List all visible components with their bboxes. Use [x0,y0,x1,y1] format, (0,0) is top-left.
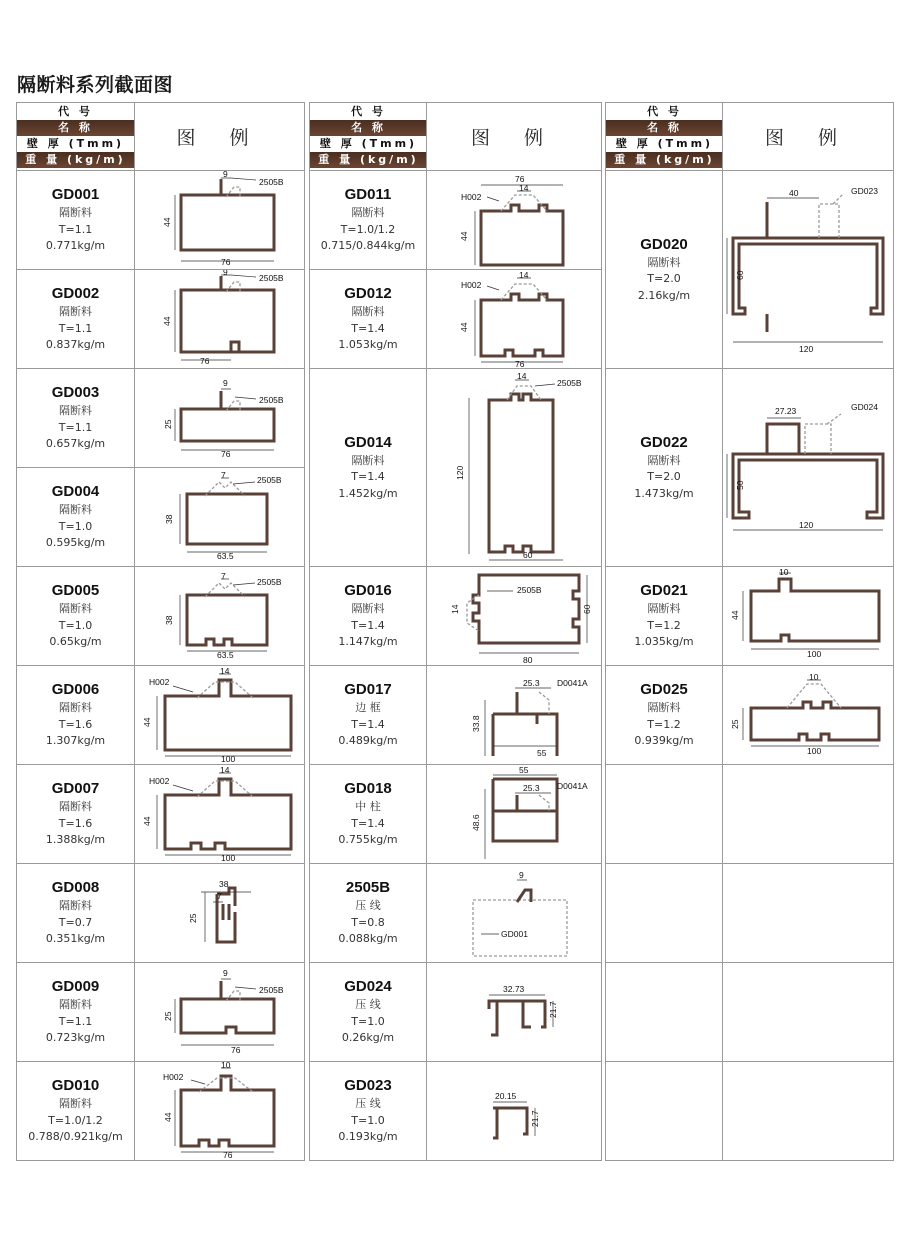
profile-drawing [135,864,305,963]
dim-label: 80 [523,655,533,665]
header-label-name: 名 称 [310,120,427,136]
profile-name: 隔断料 [59,602,92,616]
empty-cell [606,1062,723,1161]
empty-row [606,864,894,963]
profile-drawing [135,666,305,765]
table-row [17,369,305,468]
profile-weight: 0.489kg/m [338,734,398,748]
dim-label: 38 [164,615,174,625]
profile-drawing [135,468,305,567]
dim-label: 14 [220,666,230,676]
header-legend: 图 例 [723,103,894,171]
profile-name: 隔断料 [59,899,92,913]
profile-code: GD012 [344,285,392,303]
profile-code: GD005 [51,582,100,600]
profile-drawing [427,963,602,1062]
profile-info [310,963,427,1062]
profile-code: GD008 [51,879,100,897]
profile-code: GD025 [640,681,688,699]
table-row [310,369,602,567]
empty-cell [606,765,723,864]
header-label-thickness: 壁 厚 (Tmm) [310,136,427,152]
dim-label: H002 [149,677,170,687]
profile-drawing [427,567,602,666]
profile-thickness: T=1.2 [647,618,681,632]
dim-label: 25.3 [523,783,540,793]
profile-code: GD004 [51,483,100,501]
profile-info [17,369,135,468]
profile-name: 中 柱 [355,800,381,814]
dim-label: 21.7 [548,1001,558,1018]
dim-label: 2505B [259,273,284,283]
dim-label: 10 [779,567,789,577]
column-3 [605,102,894,1161]
dim-label: 60 [582,604,592,614]
table-row [606,567,894,666]
profile-name: 隔断料 [647,602,681,616]
dim-label: 44 [142,816,152,826]
dim-label: 60 [735,270,745,280]
dim-label: 14 [519,183,529,193]
column-1 [16,102,305,1161]
header-legend: 图 例 [427,103,602,171]
dim-label: 100 [221,853,236,863]
profile-name: 隔断料 [59,206,92,220]
dim-label: 7 [221,571,226,581]
table-row [310,1062,602,1161]
empty-cell [723,963,894,1062]
dim-label: 120 [799,343,814,354]
profile-thickness: T=1.4 [351,321,385,335]
dim-label: H002 [149,776,170,786]
profile-name: 隔断料 [647,255,681,269]
profile-weight: 0.595kg/m [45,536,106,550]
profile-code: GD007 [51,780,100,798]
profile-drawing [135,567,305,666]
dim-label: 76 [515,174,525,184]
dim-label: 44 [163,1112,173,1122]
profile-info [17,765,135,864]
profile-drawing [135,963,305,1062]
table-row [310,270,602,369]
profile-weight: 1.473kg/m [634,486,694,500]
profile-weight: 0.788/0.921kg/m [28,1130,123,1144]
profile-drawing [427,270,602,369]
dim-label: 100 [807,746,822,756]
dim-label: 60 [523,549,533,560]
dim-label: GD024 [851,401,878,412]
profile-name: 隔断料 [351,453,385,467]
page-title: 隔断料系列截面图 [17,74,174,96]
dim-label: 44 [162,217,172,227]
profile-weight: 1.053kg/m [338,338,398,352]
profile-info [606,666,723,765]
table-row [17,468,305,567]
header-label-code: 代 号 [606,104,723,120]
profile-thickness: T=1.6 [58,816,93,830]
profile-code: GD023 [344,1077,392,1095]
dim-label: 38 [219,879,229,889]
dim-label: 100 [807,649,822,659]
profile-thickness: T=1.4 [351,618,385,632]
profile-weight: 0.65kg/m [49,635,102,649]
profile-code: GD003 [51,384,100,402]
profile-name: 压 线 [355,998,381,1012]
profile-thickness: T=1.6 [58,717,93,731]
profile-weight: 0.837kg/m [45,338,106,352]
table-row [17,765,305,864]
header-label-name: 名 称 [606,120,723,136]
profile-info [310,864,427,963]
dim-label: 9 [223,270,228,277]
profile-code: GD006 [51,681,100,699]
dim-label: 14 [519,270,529,280]
table-row [310,963,602,1062]
profile-code: GD001 [51,186,100,204]
profile-code: GD010 [51,1077,100,1095]
dim-label: 76 [515,359,525,368]
dim-label: 14 [450,604,460,614]
table-row [310,171,602,270]
dim-label: 50 [735,480,745,490]
profile-thickness: T=1.0/1.2 [48,1113,103,1127]
profile-name: 隔断料 [647,701,681,715]
profile-drawing [135,270,305,369]
dim-label: 63.5 [217,551,234,561]
profile-thickness: T=0.8 [351,915,385,929]
dim-label: 25.3 [523,678,540,688]
profile-name: 压 线 [355,899,381,913]
dim-label: 2505B [259,395,284,405]
dim-label: 32.73 [503,984,525,994]
empty-cell [606,963,723,1062]
profile-thickness: T=1.4 [351,816,385,830]
dim-label: 20.15 [495,1091,517,1101]
dim-label: 44 [459,231,469,241]
profile-code: GD017 [344,681,392,699]
dim-label: 25 [163,1011,173,1021]
dim-label: 76 [223,1150,233,1160]
profile-name: 隔断料 [351,206,385,220]
column-2 [309,102,602,1161]
profile-drawing [135,765,305,864]
profile-info [17,666,135,765]
table-row [310,666,602,765]
dim-label: 2505B [259,985,284,995]
profile-code: GD020 [640,235,688,253]
table-row [17,270,305,369]
dim-label: 33.8 [471,715,481,732]
profile-weight: 0.26kg/m [341,1031,395,1045]
profile-weight: 0.771kg/m [45,239,106,253]
profile-name: 边 框 [355,701,381,715]
profile-thickness: T=1.2 [647,717,681,731]
dim-label: 120 [799,519,814,530]
profile-weight: 1.388kg/m [45,833,106,847]
profile-name: 隔断料 [59,1097,92,1111]
profile-drawing [427,864,602,963]
profile-weight: 0.723kg/m [45,1031,106,1045]
profile-thickness: T=1.0/1.2 [340,222,396,236]
profile-info [17,963,135,1062]
dim-label: 25 [163,419,173,429]
profile-info [310,270,427,369]
dim-label: 2505B [517,585,542,595]
dim-label: 25 [730,719,740,729]
dim-label: H002 [461,192,482,202]
profile-drawing [135,171,305,270]
profile-info [17,567,135,666]
dim-label: 2505B [259,177,284,187]
dim-label: 9 [223,378,228,388]
empty-cell [723,765,894,864]
profile-drawing [723,666,894,765]
header-label-weight: 重 量 (kg/m) [310,152,427,168]
profile-info [17,468,135,567]
profile-code: GD009 [51,978,100,996]
profile-name: 隔断料 [59,503,92,517]
dim-label: 44 [730,610,740,620]
dim-label: 2505B [257,577,282,587]
profile-drawing [427,171,602,270]
profile-code: GD011 [344,186,392,204]
dim-label: 38 [164,514,174,524]
profile-weight: 1.452kg/m [338,486,398,500]
table-row [17,666,305,765]
profile-code: 2505B [345,879,391,897]
table-row [606,369,894,567]
table-row [606,171,894,369]
dim-label: 44 [162,316,172,326]
dim-label: 76 [231,1045,241,1055]
dim-label: 21.7 [530,1110,540,1127]
profile-info [606,369,723,567]
profile-thickness: T=1.4 [351,470,385,484]
profile-weight: 0.715/0.844kg/m [320,239,416,253]
profile-code: GD021 [640,582,688,600]
profile-weight: 0.088kg/m [338,932,398,946]
profile-drawing [427,1062,602,1161]
profile-drawing [723,171,894,369]
profile-name: 隔断料 [59,701,92,715]
profile-thickness: T=1.1 [58,321,93,335]
table-row [17,963,305,1062]
dim-label: D0041A [557,781,588,791]
dim-label: 9 [223,171,228,179]
profile-thickness: T=1.0 [351,1113,385,1127]
profile-name: 隔断料 [351,305,385,319]
dim-label: 9 [519,870,524,880]
header-labels [17,103,135,171]
dim-label: 76 [200,356,210,366]
dim-label: 14 [517,370,527,381]
profile-weight: 1.147kg/m [338,635,398,649]
profile-code: GD022 [640,433,688,451]
profile-weight: 2.16kg/m [637,288,691,302]
dim-label: 63.5 [217,650,234,660]
profile-info [310,567,427,666]
dim-label: 76 [221,449,231,459]
profile-drawing [427,369,602,567]
dim-label: 2505B [557,377,582,388]
profile-drawing [135,1062,305,1161]
profile-weight: 1.035kg/m [634,635,694,649]
profile-code: GD016 [344,582,392,600]
dim-label: GD023 [851,185,878,196]
table-row [606,666,894,765]
profile-code: GD024 [344,978,392,996]
profile-thickness: T=1.0 [351,1014,385,1028]
profile-weight: 0.939kg/m [634,734,694,748]
profile-thickness: T=1.4 [351,717,385,731]
profile-name: 隔断料 [59,800,92,814]
dim-label: 44 [142,717,152,727]
profile-name: 压 线 [355,1097,381,1111]
dim-label: 25 [188,913,198,923]
table-row [310,864,602,963]
profile-info [310,171,427,270]
header-label-code: 代 号 [310,104,427,120]
dim-label: 27.23 [775,405,797,416]
profile-weight: 0.193kg/m [338,1130,398,1144]
profile-thickness: T=1.1 [58,222,93,236]
dim-label: GD001 [501,929,528,939]
empty-row [606,1062,894,1161]
dim-label: 40 [789,187,799,198]
dim-label: 10 [809,672,819,682]
profile-drawing [723,567,894,666]
header-label-weight: 重 量 (kg/m) [606,152,723,168]
dim-label: 120 [455,465,465,480]
profile-info [17,864,135,963]
empty-cell [723,1062,894,1161]
dim-label: 7 [221,470,226,480]
header-label-thickness: 壁 厚 (Tmm) [17,136,134,152]
header-labels [310,103,427,171]
table-row [17,1062,305,1161]
header-label-code: 代 号 [17,104,134,120]
profile-name: 隔断料 [59,998,92,1012]
dim-label: 2505B [257,475,282,485]
profile-drawing [135,369,305,468]
dim-label: 55 [519,765,529,775]
empty-cell [606,864,723,963]
profile-info [17,270,135,369]
profile-weight: 0.351kg/m [45,932,106,946]
profile-info [310,1062,427,1161]
dim-label: 48.6 [471,814,481,831]
profile-code: GD014 [344,433,392,451]
profile-name: 隔断料 [59,404,92,418]
profile-thickness: T=0.7 [58,915,93,929]
dim-label: 7 [217,891,222,901]
header-label-name: 名 称 [17,120,134,136]
profile-weight: 0.755kg/m [338,833,398,847]
dim-label: H002 [163,1072,184,1082]
dim-label: H002 [461,280,482,290]
dim-label: 10 [221,1062,231,1070]
header-legend: 图 例 [135,103,305,171]
profile-thickness: T=2.0 [647,272,681,286]
profile-drawing [427,765,602,864]
table-row [310,765,602,864]
dim-label: D0041A [557,678,588,688]
profile-info [310,666,427,765]
profile-info [606,567,723,666]
header-label-weight: 重 量 (kg/m) [17,152,134,168]
profile-info [606,171,723,369]
profile-thickness: T=1.1 [58,1014,93,1028]
empty-cell [723,864,894,963]
profile-name: 隔断料 [647,453,681,467]
dim-label: 44 [459,322,469,332]
dim-label: 55 [537,748,547,758]
profile-weight: 1.307kg/m [45,734,106,748]
profile-weight: 0.657kg/m [45,437,106,451]
profile-name: 隔断料 [59,305,92,319]
empty-row [606,765,894,864]
profile-code: GD018 [344,780,392,798]
profile-info [17,171,135,270]
table-row [310,567,602,666]
header-labels [606,103,723,171]
dim-label: 14 [220,765,230,775]
profile-code: GD002 [51,285,100,303]
profile-info [310,369,427,567]
profile-name: 隔断料 [351,602,385,616]
dim-label: 100 [221,754,236,764]
header-label-thickness: 壁 厚 (Tmm) [606,136,723,152]
table-row [17,171,305,270]
empty-row [606,963,894,1062]
profile-drawing [427,666,602,765]
table-row [17,567,305,666]
profile-info [17,1062,135,1161]
table-row [17,864,305,963]
profile-thickness: T=1.1 [58,420,93,434]
profile-info [310,765,427,864]
dim-label: 9 [223,968,228,978]
dim-label: 76 [221,257,231,267]
profile-thickness: T=1.0 [58,618,93,632]
profile-thickness: T=2.0 [647,470,681,484]
profile-drawing [723,369,894,567]
profile-thickness: T=1.0 [58,519,93,533]
